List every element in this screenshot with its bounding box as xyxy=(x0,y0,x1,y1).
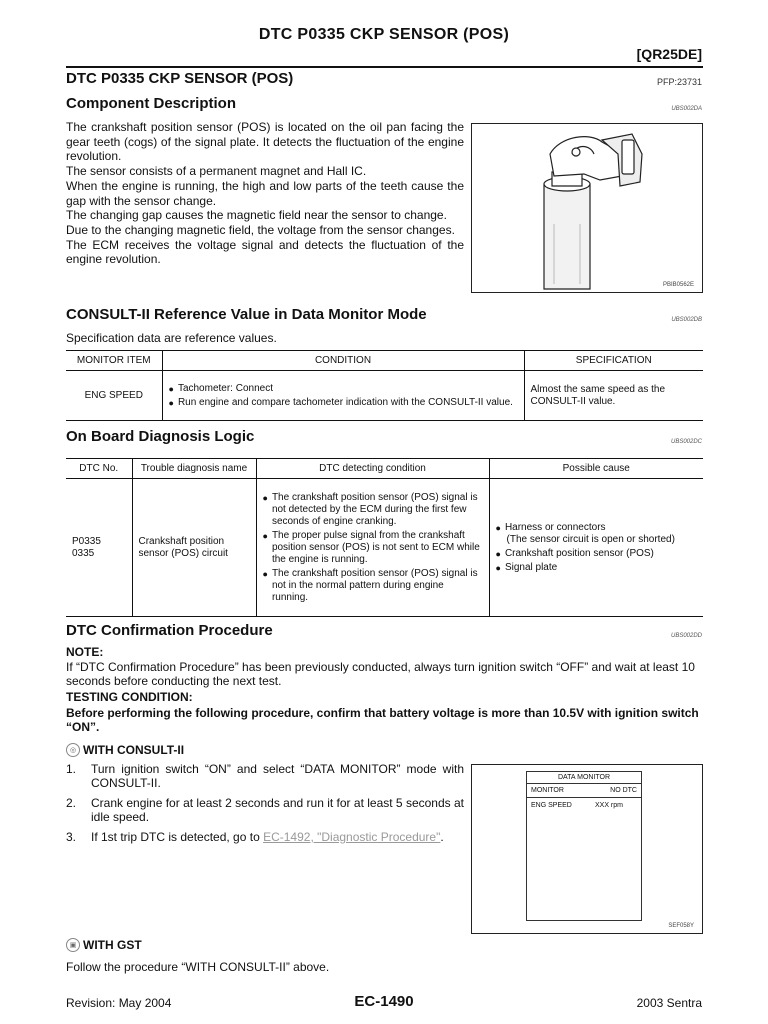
dtc-number-cell xyxy=(66,479,132,617)
table-header: DTC detecting condition xyxy=(256,459,489,479)
monitor-value: XXX rpm xyxy=(594,802,623,809)
gst-text: Follow the procedure “WITH CONSULT-II” above. xyxy=(66,960,330,974)
cause-item: Signal plate xyxy=(504,561,558,573)
engine-model-tag: [QR25DE] xyxy=(636,46,702,62)
detecting-condition-cell: ● The crankshaft position sensor (POS) signal is not detected by the ECM during the first few seconds of engine cranking. ● The proper pulse signal from the crankshaft position sensor (POS) is not sent to ECM while the engine is running. ● The crankshaft position sensor (POS) signal is not in the normal pattern during engine running. xyxy=(256,479,489,617)
table-header: CONDITION xyxy=(162,351,524,371)
condition-cell: ● Tachometer: Connect ● Run engine and compare tachometer indication with the CONSULT-II value. xyxy=(162,371,524,421)
table-header: Possible cause xyxy=(489,459,703,479)
component-paragraph: Due to the changing magnetic field, the voltage from the sensor changes. xyxy=(66,222,455,237)
consult-ref-code: UBS002DB xyxy=(671,317,702,323)
dtc-code: 0335 xyxy=(72,547,95,559)
data-monitor-row xyxy=(527,798,641,813)
dtc-code: P0335 xyxy=(72,535,101,547)
crankshaft-sensor-illustration xyxy=(472,124,702,292)
part-code: PFP:23731 xyxy=(656,77,702,87)
component-paragraph: The sensor consists of a permanent magnet and Hall IC. xyxy=(66,164,367,179)
component-description-text xyxy=(66,120,464,267)
testing-condition-text: Before performing the following procedure, confirm that battery voltage is more than 10.5V with ignition switch “ON”. xyxy=(66,706,699,734)
footer-revision: Revision: May 2004 xyxy=(66,996,172,1010)
table-row xyxy=(66,479,703,617)
step-text: Crank engine for at least 2 seconds and run it for at least 5 seconds at idle speed. xyxy=(91,796,464,824)
component-paragraph: When the engine is running, the high and low parts of the teeth cause the gap with the sensor change. xyxy=(66,178,464,208)
cause-item: Harness or connectors xyxy=(504,521,606,533)
confirmation-ref-code: UBS002DD xyxy=(670,633,702,639)
monitor-item-label: ENG SPEED xyxy=(531,802,572,809)
table-header: SPECIFICATION xyxy=(524,351,703,371)
footer-page-number: EC-1490 xyxy=(354,993,414,1010)
data-monitor-screen xyxy=(526,771,642,921)
component-ref-code: UBS002DA xyxy=(671,106,702,112)
with-gst-heading xyxy=(66,938,142,952)
testing-condition-label: TESTING CONDITION: xyxy=(66,690,193,704)
step-number: 2. xyxy=(66,796,77,810)
confirmation-heading: DTC Confirmation Procedure xyxy=(66,622,273,639)
page-title: DTC P0335 CKP SENSOR (POS) xyxy=(258,26,510,43)
note-text: If “DTC Confirmation Procedure” has been previously conducted, always turn ignition switch “OFF” and wait at least 10 seconds before conducting the next test. xyxy=(66,660,695,688)
condition-item: The proper pulse signal from the crankshaft position sensor (POS) is not sent to ECM while the engine is running. xyxy=(271,529,480,565)
condition-item: Tachometer: Connect xyxy=(177,382,273,394)
obd-ref-code: UBS002DC xyxy=(670,439,702,445)
data-monitor-figure-code: SEF058Y xyxy=(668,923,694,929)
component-description-heading: Component Description xyxy=(66,95,237,112)
table-header: Trouble diagnosis name xyxy=(132,459,256,479)
data-monitor-title: DATA MONITOR xyxy=(527,772,641,784)
with-gst-label: WITH GST xyxy=(83,938,142,952)
list-item xyxy=(66,762,464,790)
with-consult-label: WITH CONSULT-II xyxy=(83,743,185,757)
step-number: 3. xyxy=(66,830,77,844)
footer-vehicle: 2003 Sentra xyxy=(636,996,702,1010)
consult-intro: Specification data are reference values. xyxy=(66,331,277,345)
section-title: DTC P0335 CKP SENSOR (POS) xyxy=(66,70,294,87)
cause-item: (The sensor circuit is open or shorted) xyxy=(506,533,675,545)
table-row xyxy=(66,371,703,421)
consult-reference-table xyxy=(66,350,703,421)
obd-heading: On Board Diagnosis Logic xyxy=(66,428,255,445)
gst-mode-icon: ▣ xyxy=(66,938,80,952)
step-text xyxy=(91,830,444,844)
diagnostic-procedure-link[interactable]: EC-1492, "Diagnostic Procedure" xyxy=(263,830,441,844)
step-text-suffix: . xyxy=(440,830,444,844)
list-item xyxy=(66,830,464,844)
sensor-figure-code: PBIB0562E xyxy=(662,282,694,288)
header-rule xyxy=(66,66,703,68)
list-item xyxy=(66,796,464,824)
consult-heading: CONSULT-II Reference Value in Data Monitor Mode xyxy=(66,306,427,323)
condition-item: The crankshaft position sensor (POS) signal is not detected by the ECM during the first few seconds of engine cranking. xyxy=(271,491,478,527)
note-label: NOTE: xyxy=(66,645,104,659)
specification-cell: Almost the same speed as the CONSULT-II value. xyxy=(524,371,703,421)
sensor-figure xyxy=(471,123,703,293)
possible-cause-cell: ● Harness or connectors (The sensor circuit is open or shorted) ● Crankshaft position sensor (POS) ● Signal plate xyxy=(489,479,703,617)
obd-logic-table xyxy=(66,458,703,617)
table-header: MONITOR ITEM xyxy=(66,351,162,371)
data-monitor-header xyxy=(527,784,641,798)
condition-item: The crankshaft position sensor (POS) signal is not in the normal pattern during engine running. xyxy=(271,567,478,603)
trouble-name-cell: Crankshaft position sensor (POS) circuit xyxy=(132,479,256,617)
consult-mode-icon: ◎ xyxy=(66,743,80,757)
monitor-column-label: MONITOR xyxy=(531,787,564,794)
step-text: Turn ignition switch “ON” and select “DATA MONITOR” mode with CONSULT-II. xyxy=(91,762,464,790)
status-label: NO DTC xyxy=(610,787,637,794)
step-text-prefix: If 1st trip DTC is detected, go to xyxy=(91,830,264,844)
table-header: DTC No. xyxy=(66,459,132,479)
procedure-steps xyxy=(66,762,464,850)
with-consult-heading xyxy=(66,743,184,757)
cause-item: Crankshaft position sensor (POS) xyxy=(504,547,654,559)
step-number: 1. xyxy=(66,762,77,776)
component-paragraph: The changing gap causes the magnetic field near the sensor to change. xyxy=(66,208,447,223)
condition-item: Run engine and compare tachometer indication with the CONSULT-II value. xyxy=(177,396,513,408)
data-monitor-figure xyxy=(471,764,703,934)
monitor-item-cell: ENG SPEED xyxy=(66,371,162,421)
component-paragraph: The crankshaft position sensor (POS) is located on the oil pan facing the gear teeth (cogs) of the signal plate. It detects the fluctuation of the engine revolution. xyxy=(66,120,464,164)
component-paragraph: The ECM receives the voltage signal and detects the fluctuation of the engine revolution. xyxy=(66,237,464,267)
